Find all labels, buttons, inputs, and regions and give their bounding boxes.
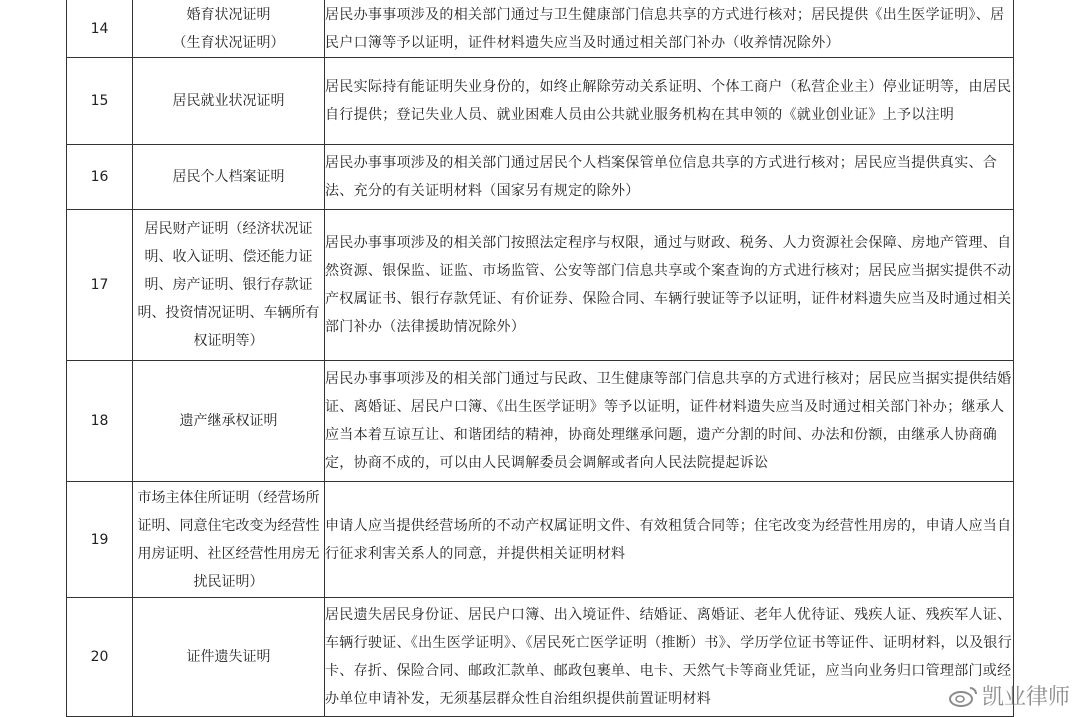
row-number: 16 [67,145,133,210]
row-number: 17 [67,210,133,361]
certificate-name-line: 婚育状况证明 （生育状况证明） [172,6,285,51]
certificate-name: 居民财产证明（经济状况证明、收入证明、偿还能力证明、房产证明、银行存款证明、投资情况证明、车辆所有权证明等） [133,210,325,361]
table-row [67,145,1014,210]
certificate-table [66,0,1014,717]
verification-method: 居民办事事项涉及的相关部门通过居民个人档案保管单位信息共享的方式进行核对；居民应当提供真实、合法、充分的有关证明材料（国家另有规定的除外） [325,145,1014,210]
watermark-text: 凯业律师 [981,685,1070,710]
verification-method: 居民办事事项涉及的相关部门通过与卫生健康部门信息共享的方式进行核对；居民提供《出生医学证明》、居民户口簿等予以证明，证件材料遗失应当及时通过相关部门补办（收养情况除外） [325,0,1014,58]
table-row [67,210,1014,361]
certificate-name: 证件遗失证明 [133,598,325,717]
verification-method: 居民实际持有能证明失业身份的，如终止解除劳动关系证明、个体工商户（私营企业主）停业证明等，由居民自行提供；登记失业人员、就业困难人员由公共就业服务机构在其申领的《就业创业证》上予以注明 [325,58,1014,145]
verification-method: 申请人应当提供经营场所的不动产权属证明文件、有效租赁合同等；住宅改变为经营性用房的，申请人应当自行征求利害关系人的同意，并提供相关证明材料 [325,482,1014,598]
row-number: 20 [67,598,133,717]
certificate-name: 遗产继承权证明 [133,361,325,482]
certificate-name: 市场主体住所证明（经营场所证明、同意住宅改变为经营性用房证明、社区经营性用房无扰民证明） [133,482,325,598]
table-row [67,58,1014,145]
watermark [948,680,1070,711]
certificate-name [133,0,325,58]
table-row [67,361,1014,482]
row-number: 14 [67,0,133,58]
row-number: 19 [67,482,133,598]
table-row [67,598,1014,717]
weibo-icon [948,685,978,707]
verification-method: 居民办事事项涉及的相关部门按照法定程序与权限，通过与财政、税务、人力资源社会保障、房地产管理、自然资源、银保监、证监、市场监管、公安等部门信息共享或个案查询的方式进行核对；居民应当据实提供不动产权属证书、银行存款凭证、有价证券、保险合同、车辆行驶证等予以证明，证件材料遗失应当及时通过相关部门补办（法律援助情况除外） [325,210,1014,361]
table-row [67,482,1014,598]
certificate-name: 居民就业状况证明 [133,58,325,145]
verification-method: 居民遗失居民身份证、居民户口簿、出入境证件、结婚证、离婚证、老年人优待证、残疾人证、残疾军人证、车辆行驶证、《出生医学证明》、《居民死亡医学证明（推断）书》、学历学位证书等证件、证明材料，以及银行卡、存折、保险合同、邮政汇款单、邮政包裹单、电卡、天然气卡等商业凭证，应当向业务归口管理部门或经办单位申请补发，无须基层群众性自治组织提供前置证明材料 [325,598,1014,717]
row-number: 18 [67,361,133,482]
row-number: 15 [67,58,133,145]
table-row [67,0,1014,58]
verification-method: 居民办事事项涉及的相关部门通过与民政、卫生健康等部门信息共享的方式进行核对；居民应当据实提供结婚证、离婚证、居民户口簿、《出生医学证明》等予以证明，证件材料遗失应当及时通过相关部门补办；继承人应当本着互谅互让、和谐团结的精神，协商处理继承问题，遗产分割的时间、办法和份额，由继承人协商确定，协商不成的，可以由人民调解委员会调解或者向人民法院提起诉讼 [325,361,1014,482]
certificate-name: 居民个人档案证明 [133,145,325,210]
